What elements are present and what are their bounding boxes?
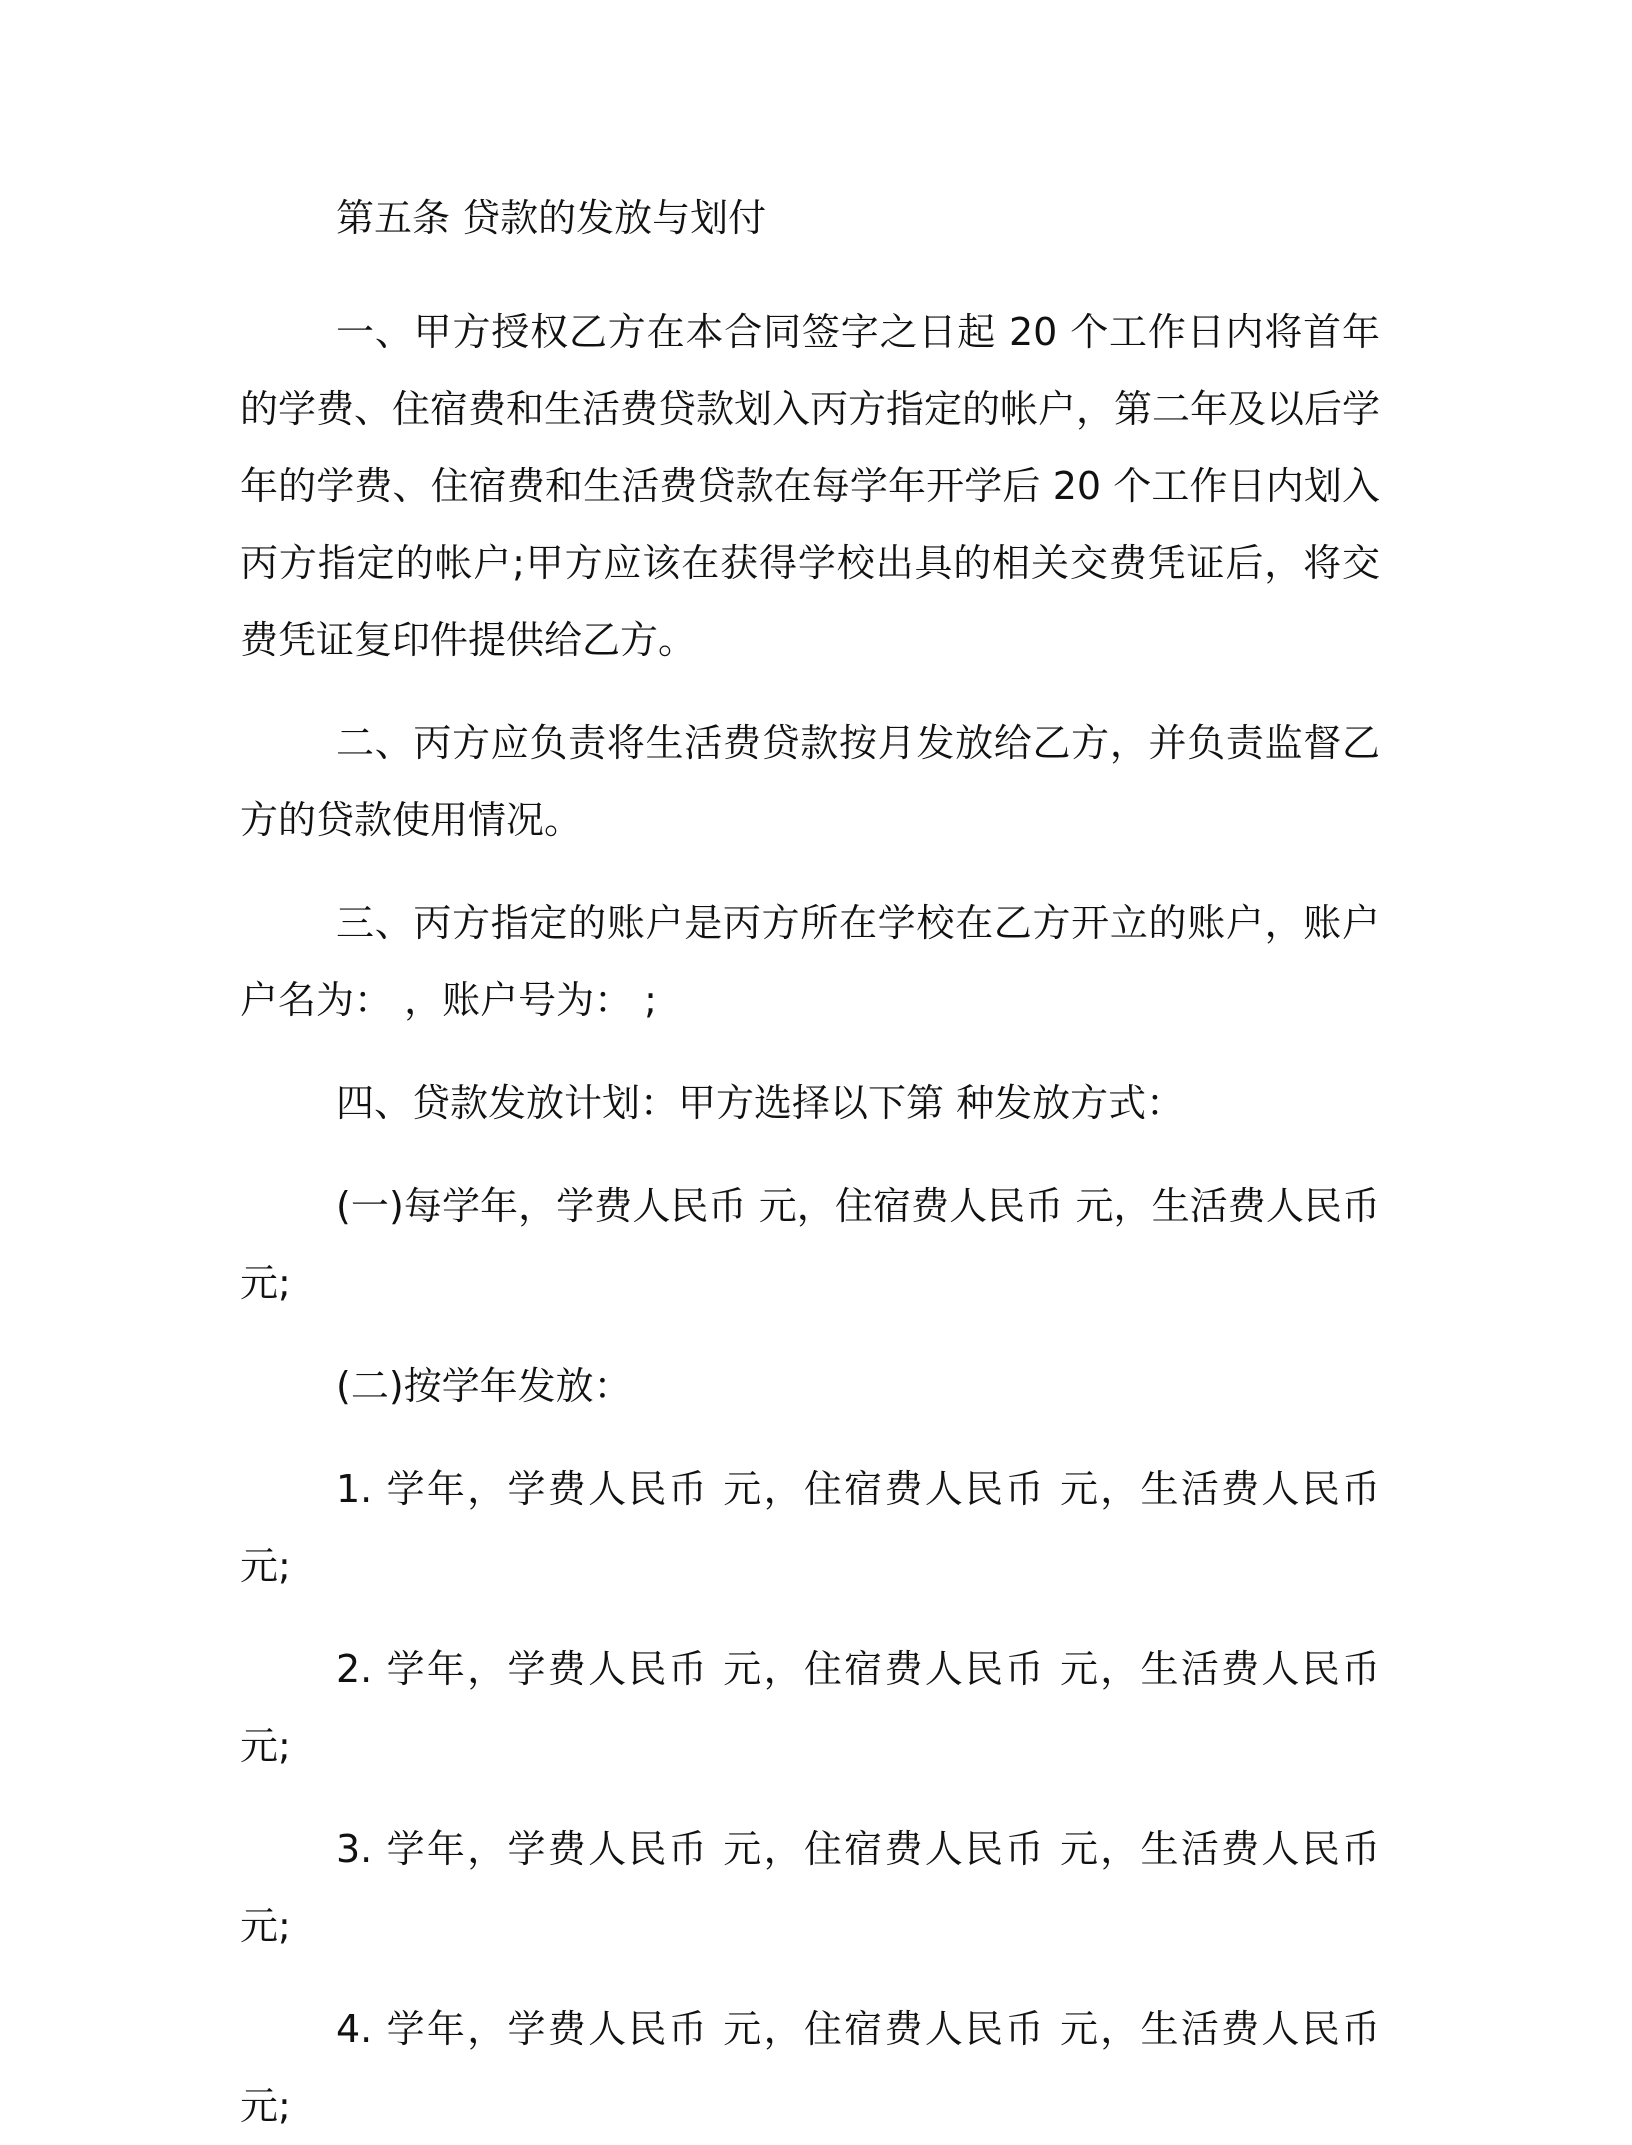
paragraph-1: 一、甲方授权乙方在本合同签字之日起 20 个工作日内将首年的学费、住宿费和生活费贷款划入丙方指定的帐户，第二年及以后学年的学费、住宿费和生活费贷款在每学年开学后 20 个工作日内划入丙方指定的帐户;甲方应该在获得学校出具的相关交费凭证后，将交费凭证复印件提供给乙方。 [240,310,1381,662]
document-body [240,192,1380,2145]
list-item-3: 3. 学年，学费人民币 元，住宿费人民币 元，生活费人民币 元; [240,1827,1380,1948]
paragraph-3: 三、丙方指定的账户是丙方所在学校在乙方开立的账户，账户户名为： ，账户号为： ; [240,901,1380,1022]
list-item-1: 1. 学年，学费人民币 元，住宿费人民币 元，生活费人民币 元; [240,1467,1380,1588]
list-item-2: 2. 学年，学费人民币 元，住宿费人民币 元，生活费人民币 元; [240,1647,1380,1768]
list-item-4: 4. 学年，学费人民币 元，住宿费人民币 元，生活费人民币 元; [240,2007,1380,2128]
paragraph-6: (二)按学年发放： [336,1364,632,1408]
article-heading: 第五条 贷款的发放与划付 [336,196,767,240]
paragraph-4: 四、贷款发放计划：甲方选择以下第 种发放方式： [336,1081,1185,1125]
paragraph-5: (一)每学年，学费人民币 元，住宿费人民币 元，生活费人民币 元; [240,1184,1380,1305]
paragraph-2: 二、丙方应负责将生活费贷款按月发放给乙方，并负责监督乙方的贷款使用情况。 [240,721,1380,842]
